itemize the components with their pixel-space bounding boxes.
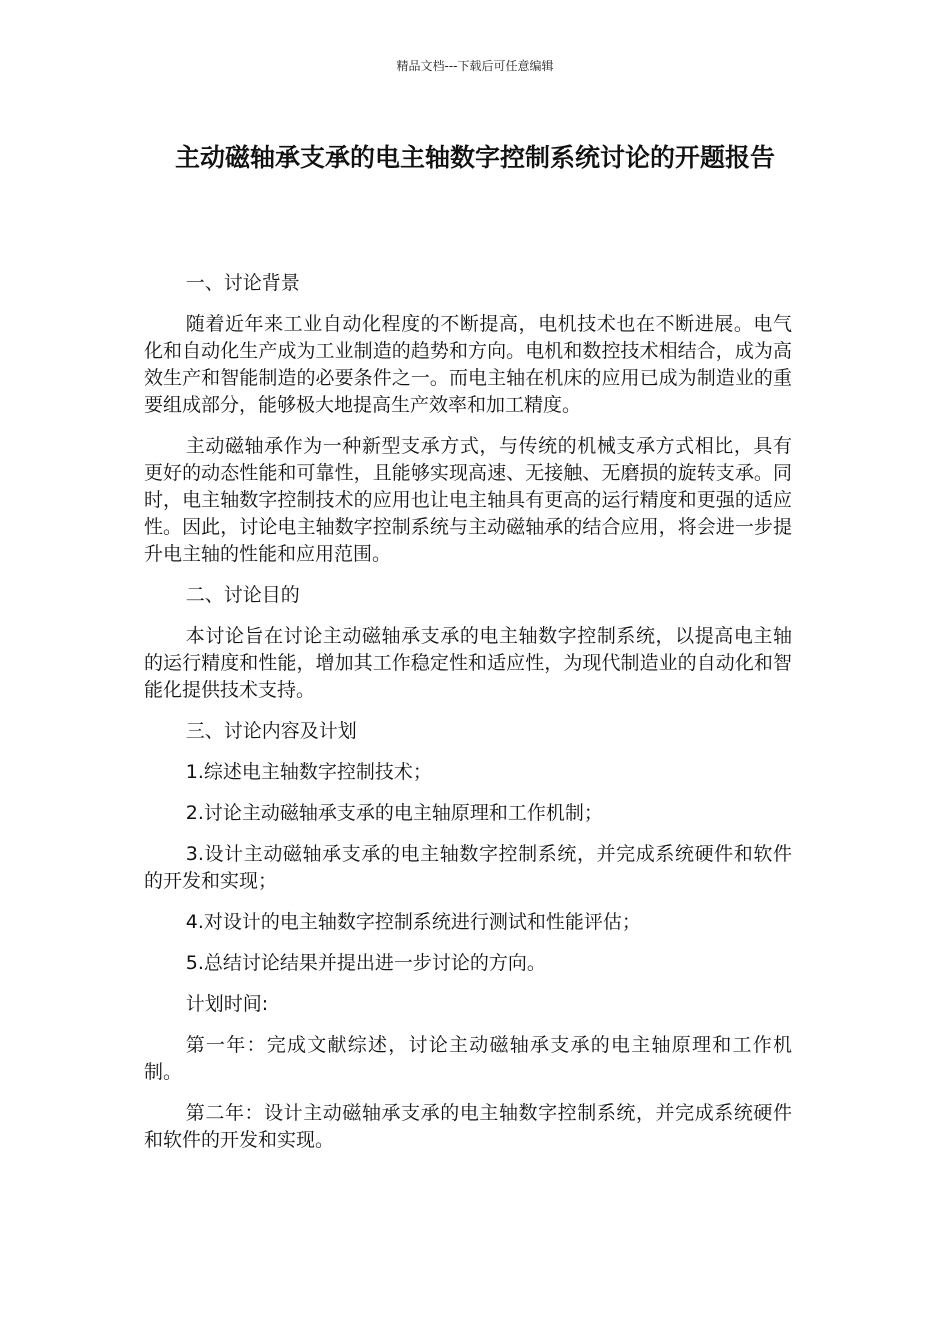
list-item: 2.讨论主动磁轴承支承的电主轴原理和工作机制； <box>185 802 603 824</box>
paragraph-purpose: 本讨论旨在讨论主动磁轴承支承的电主轴数字控制系统，以提高电主轴的运行精度和性能，增加其工作稳定性和适应性，为现代制造业的自动化和智能化提供技术支持。 <box>144 625 792 701</box>
list-item: 4.对设计的电主轴数字控制系统进行测试和性能评估； <box>185 911 641 933</box>
schedule-year-2: 第二年：设计主动磁轴承支承的电主轴数字控制系统，并完成系统硬件和软件的开发和实现。 <box>144 1102 792 1151</box>
schedule-label: 计划时间: <box>185 993 269 1015</box>
paragraph-background-1: 随着近年来工业自动化程度的不断提高，电机技术也在不断进展。电气化和自动化生产成为工业制造的趋势和方向。电机和数控技术相结合，成为高效生产和智能制造的必要条件之一。而电主轴在机床的应用已成为制造业的重要组成部分，能够极大地提高生产效率和加工精度。 <box>144 313 792 416</box>
paragraph-background-2: 主动磁轴承作为一种新型支承方式，与传统的机械支承方式相比，具有更好的动态性能和可靠性，且能够实现高速、无接触、无磨损的旋转支承。同时，电主轴数字控制技术的应用也让电主轴具有更高的运行精度和更强的适应性。因此，讨论电主轴数字控制系统与主动磁轴承的结合应用，将会进一步提升电主轴的性能和应用范围。 <box>144 435 792 565</box>
list-item: 1.综述电主轴数字控制技术； <box>185 761 432 783</box>
document-title: 主动磁轴承支承的电主轴数字控制系统讨论的开题报告 <box>174 143 775 172</box>
section-heading-purpose: 二、讨论目的 <box>185 584 300 606</box>
header-note: 精品文档---下载后可任意编辑 <box>396 59 554 73</box>
section-heading-plan: 三、讨论内容及计划 <box>185 720 357 742</box>
document-body <box>144 270 792 1168</box>
section-heading-background: 一、讨论背景 <box>185 272 300 294</box>
list-item: 3.设计主动磁轴承支承的电主轴数字控制系统，并完成系统硬件和软件的开发和实现； <box>144 843 792 892</box>
schedule-year-1: 第一年：完成文献综述，讨论主动磁轴承支承的电主轴原理和工作机制。 <box>144 1034 792 1083</box>
list-item: 5.总结讨论结果并提出进一步讨论的方向。 <box>185 952 546 974</box>
